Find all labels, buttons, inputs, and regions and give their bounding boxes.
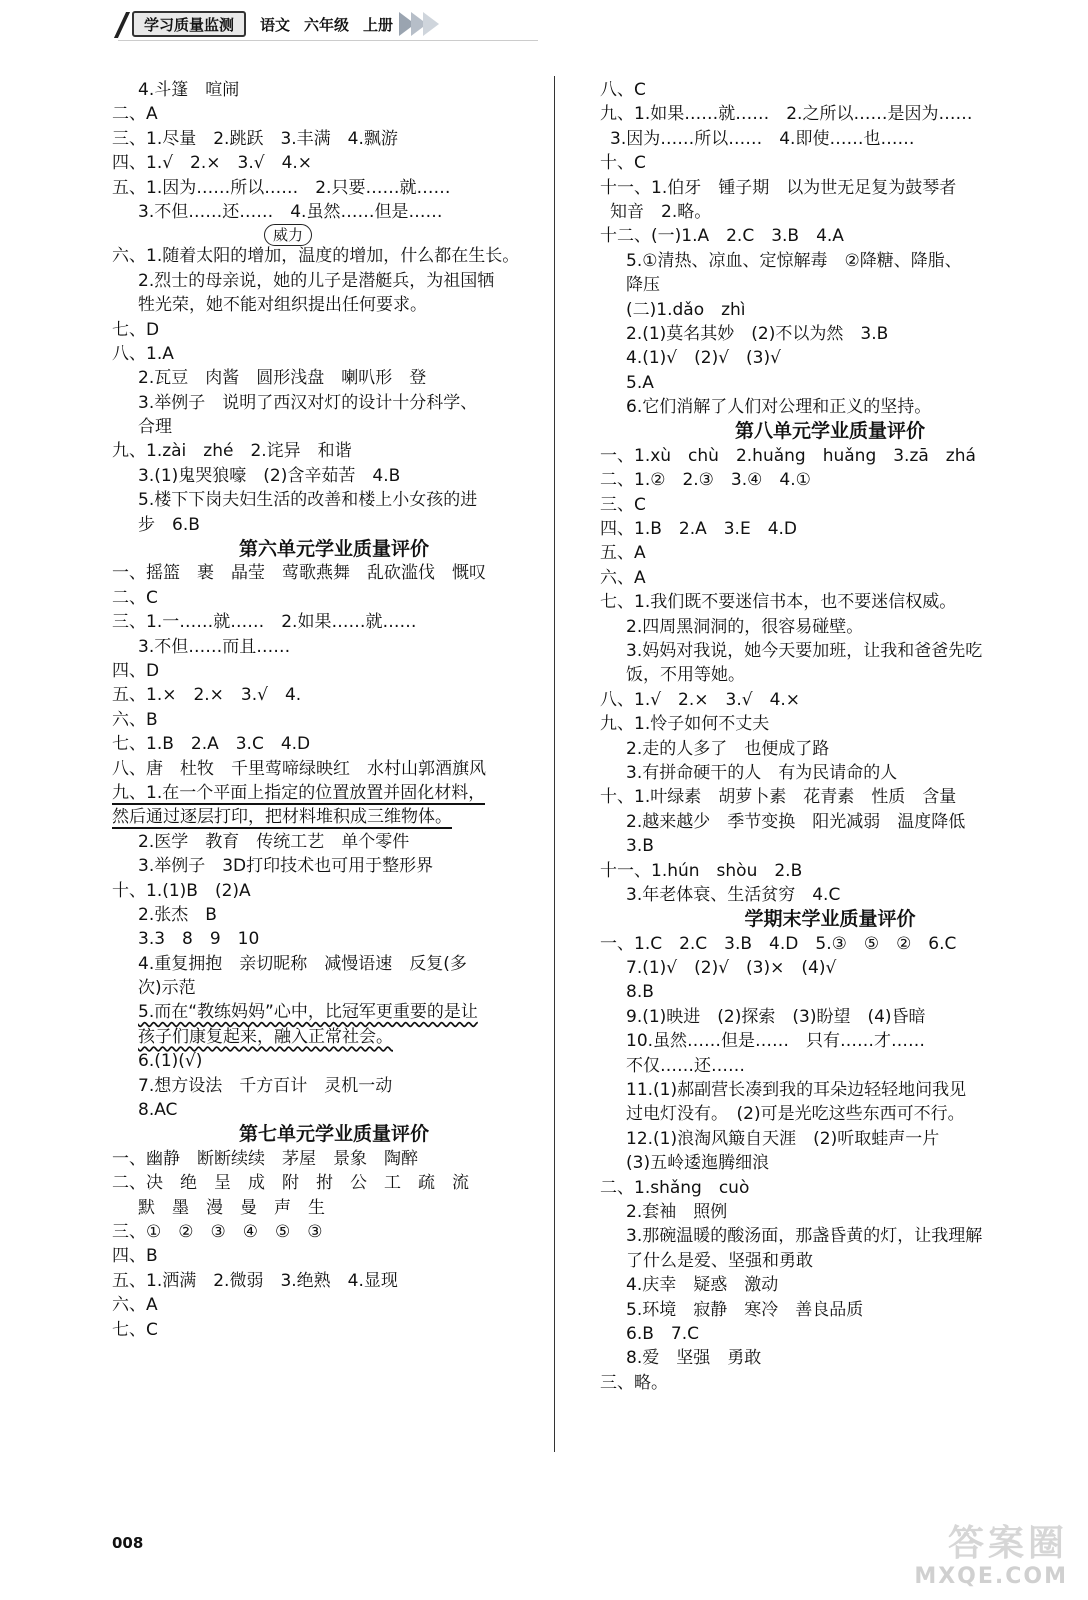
answer-text: 5.楼下下岗夫妇生活的改善和楼上小女孩的进	[138, 490, 478, 511]
answer-line	[600, 615, 1060, 639]
answer-text: 三、1.尽量 2.跳跃 3.丰满 4.飘游	[112, 128, 398, 149]
answer-line	[600, 1054, 1060, 1078]
answer-line	[600, 932, 1060, 956]
answer-text: 九、1.在一个平面上指定的位置放置并固化材料，	[112, 782, 486, 803]
answer-text: 8.B	[626, 982, 654, 1003]
answer-line	[600, 127, 1060, 151]
watermark-url: MXQE.COM	[914, 1564, 1068, 1589]
answer-text: 2.越来越少 季节变换 阳光减弱 温度降低	[626, 811, 966, 832]
answer-line	[112, 781, 556, 805]
answer-text: 2.(1)莫名其妙 (2)不以为然 3.B	[626, 323, 889, 344]
column-divider	[554, 76, 555, 1452]
answer-text: 3.妈妈对我说，她今天要加班，让我和爸爸先吃	[626, 640, 983, 661]
answer-text: 七、C	[112, 1319, 158, 1340]
answer-line	[600, 1078, 1060, 1102]
answer-text: 5.①清热、凉血、定惊解毒 ②降糖、降脂、	[626, 250, 962, 271]
answer-text: 二、1.② 2.③ 3.④ 4.①	[600, 470, 811, 491]
answer-line	[600, 322, 1060, 346]
answer-line	[112, 488, 556, 512]
answer-text: 第八单元学业质量评价	[734, 420, 925, 443]
answer-line	[112, 151, 556, 175]
answer-text: 第六单元学业质量评价	[238, 538, 429, 561]
answer-line	[112, 1000, 556, 1024]
answer-line	[112, 805, 556, 829]
answer-text: 3.(1)鬼哭狼嚎 (2)含辛茹苦 4.B	[138, 465, 401, 486]
answer-line	[112, 1318, 556, 1342]
answer-text: 学期末学业质量评价	[744, 908, 916, 931]
answer-text: 2.烈士的母亲说，她的儿子是潜艇兵，为祖国牺	[138, 270, 495, 291]
answer-text: 十、1.(1)B (2)A	[112, 880, 251, 901]
volume-label: 上册	[363, 15, 394, 34]
answer-text: 3.B	[626, 836, 654, 857]
answer-text: 一、1.xù chù 2.huǎng huǎng 3.zā zhá	[600, 445, 976, 466]
answer-line	[112, 269, 556, 293]
handwritten-annotation	[112, 224, 556, 244]
answer-line	[112, 366, 556, 390]
answer-text: 5.而在“教练妈妈”心中，比冠军更重要的是让	[138, 1002, 478, 1023]
answer-text: 7.想方设法 千方百计 灵机一动	[138, 1075, 393, 1096]
answer-text: 5.A	[626, 372, 654, 393]
answer-text: 二、1.shǎng cuò	[600, 1177, 750, 1198]
answer-text: 九、1.如果……就…… 2.之所以……是因为……	[600, 104, 973, 125]
answer-text: 十一、1.hún shòu 2.B	[600, 860, 803, 881]
answer-text: 4.斗篷 喧闹	[138, 80, 240, 100]
answer-line	[112, 952, 556, 976]
answer-text: 2.套袖 照例	[626, 1201, 728, 1222]
answer-text: 十一、1.伯牙 锺子期 以为世无足复为鼓琴者	[600, 177, 957, 198]
answer-line	[112, 78, 556, 102]
answer-text: (二)1.dǎo zhì	[626, 299, 746, 320]
answer-text: 10.虽然……但是…… 只有……才……	[626, 1031, 926, 1052]
answer-column-left	[112, 78, 556, 1342]
answer-text: 四、B	[112, 1246, 158, 1267]
answer-line	[112, 830, 556, 854]
answer-line	[600, 1322, 1060, 1346]
answer-text: 次)示范	[138, 978, 196, 999]
answer-text: 6.它们消解了人们对公理和正义的坚持。	[626, 397, 932, 418]
answer-text: 十二、(一)1.A 2.C 3.B 4.A	[600, 226, 844, 247]
answer-text: 十、1.叶绿素 胡萝卜素 花青素 性质 含量	[600, 787, 957, 808]
answer-line	[112, 854, 556, 878]
grade-label: 六年级	[304, 15, 350, 34]
answer-line	[600, 151, 1060, 175]
answer-line	[112, 1171, 556, 1195]
answer-line	[112, 708, 556, 732]
annotation-bubble: 威力	[264, 224, 312, 246]
answer-line	[112, 127, 556, 151]
answer-line	[112, 342, 556, 366]
answer-column-right	[600, 78, 1060, 1395]
answer-line	[600, 200, 1060, 224]
answer-line	[112, 200, 556, 224]
answer-line	[600, 468, 1060, 492]
answer-line	[600, 956, 1060, 980]
answer-text: 9.(1)映进 (2)探索 (3)盼望 (4)昏暗	[626, 1006, 926, 1027]
answer-text: 二、C	[112, 587, 158, 608]
answer-line	[600, 859, 1060, 883]
answer-text: 4.(1)√ (2)√ (3)√	[626, 348, 781, 369]
answer-line	[112, 1049, 556, 1073]
answer-text: 2.瓦豆 肉酱 圆形浅盘 喇叭形 登	[138, 368, 427, 389]
answer-text: 8.AC	[138, 1100, 178, 1121]
answer-text: 3.举例子 3D打印技术也可用于整形界	[138, 856, 434, 877]
answer-text: 4.重复拥抱 亲切昵称 减慢语速 反复(多	[138, 953, 467, 974]
answer-line	[600, 249, 1060, 273]
answer-line	[112, 391, 556, 415]
answer-line	[112, 102, 556, 126]
answer-text: 七、1.我们既不要迷信书本，也不要迷信权威。	[600, 592, 957, 613]
answer-text: 三、1.一……就…… 2.如果……就……	[112, 612, 417, 633]
answer-line	[112, 1269, 556, 1293]
answer-line	[112, 561, 556, 585]
page-header	[118, 10, 439, 38]
answer-line	[600, 224, 1060, 248]
answer-line	[112, 293, 556, 317]
answer-text: 6.B 7.C	[626, 1323, 699, 1344]
answer-text: 三、略。	[600, 1372, 668, 1393]
answer-text: 3.不但……还…… 4.虽然……但是……	[138, 201, 443, 222]
answer-line	[112, 1025, 556, 1049]
answer-text: 3.因为……所以…… 4.即使……也……	[610, 128, 915, 149]
answer-line	[600, 541, 1060, 565]
answer-line	[112, 1074, 556, 1098]
answer-line	[600, 1249, 1060, 1273]
answer-line	[112, 1196, 556, 1220]
answer-line	[112, 513, 556, 537]
answer-text: 八、唐 杜牧 千里莺啼绿映红 水村山郭酒旗风	[112, 758, 486, 779]
answer-line	[600, 1346, 1060, 1370]
answer-text: 合理	[138, 417, 172, 438]
answer-line	[112, 439, 556, 463]
answer-line	[112, 659, 556, 683]
answer-text: 七、1.B 2.A 3.C 4.D	[112, 734, 311, 755]
answer-line	[600, 688, 1060, 712]
answer-line	[600, 78, 1060, 102]
answer-text: 九、1.怜子如何不丈夫	[600, 714, 770, 735]
answer-line	[112, 683, 556, 707]
answer-line	[600, 298, 1060, 322]
answer-line	[600, 639, 1060, 663]
answer-text: 2.四周黑洞洞的，很容易碰壁。	[626, 616, 864, 637]
answer-line	[600, 980, 1060, 1004]
answer-line	[600, 1176, 1060, 1200]
answer-line	[600, 444, 1060, 468]
answer-line	[112, 927, 556, 951]
answer-text: 三、① ② ③ ④ ⑤ ③	[112, 1221, 323, 1242]
answer-line	[112, 1293, 556, 1317]
answer-text: 8.爱 坚强 勇敢	[626, 1348, 762, 1369]
answer-line	[600, 517, 1060, 541]
answer-text: 孩子们康复起来，融入正常社会。	[138, 1026, 393, 1047]
answer-text: 6.(1)(√)	[138, 1051, 203, 1072]
answer-line	[600, 273, 1060, 297]
answer-line	[600, 1029, 1060, 1053]
answer-line	[600, 566, 1060, 590]
answer-text: 九、1.zài zhé 2.诧异 和谐	[112, 441, 352, 462]
answer-line	[600, 883, 1060, 907]
section-title	[112, 537, 556, 561]
answer-line	[600, 395, 1060, 419]
answer-text: 五、1.× 2.× 3.√ 4.	[112, 685, 302, 706]
answer-line	[112, 1098, 556, 1122]
answer-text: 然后通过逐层打印，把材料堆积成三维物体。	[112, 807, 452, 828]
answer-text: 降压	[626, 275, 660, 296]
answer-text: 八、1.A	[112, 343, 174, 364]
answer-text: 四、D	[112, 660, 160, 681]
section-title	[112, 1122, 556, 1146]
answer-text: 2.医学 教育 传统工艺 单个零件	[138, 831, 410, 852]
answer-text: 六、A	[112, 1295, 158, 1316]
answer-text: 默 墨 漫 曼 声 生	[138, 1197, 325, 1218]
answer-line	[112, 1244, 556, 1268]
answer-line	[600, 1200, 1060, 1224]
chevron-arrows-icon	[403, 12, 439, 36]
answer-line	[600, 834, 1060, 858]
answer-text: 饭，不用等她。	[626, 665, 745, 686]
section-title	[600, 419, 1060, 443]
answer-line	[600, 371, 1060, 395]
answer-text: 12.(1)浪淘风簸自天涯 (2)听取蛙声一片	[626, 1128, 940, 1149]
answer-line	[600, 810, 1060, 834]
answer-text: 一、1.C 2.C 3.B 4.D 5.③ ⑤ ② 6.C	[600, 933, 957, 954]
watermark-logo	[878, 1524, 1068, 1594]
answer-text: 3.年老体衰、生活贫穷 4.C	[626, 884, 841, 905]
answer-text: 步 6.B	[138, 514, 200, 535]
answer-line	[600, 761, 1060, 785]
answer-line	[112, 610, 556, 634]
answer-text: 了什么是爱、坚强和勇敢	[626, 1250, 813, 1271]
answer-line	[600, 176, 1060, 200]
series-title: 学习质量监测	[132, 11, 246, 37]
answer-line	[112, 176, 556, 200]
answer-text: 五、1.因为……所以…… 2.只要……就……	[112, 177, 451, 198]
answer-text: 5.环境 寂静 寒冷 善良品质	[626, 1299, 864, 1320]
answer-text: 一、幽静 断断续续 茅屋 景象 陶醉	[112, 1148, 418, 1169]
answer-text: 不仅……还……	[626, 1055, 745, 1076]
answer-text: 3.有拼命硬干的人 有为民请命的人	[626, 762, 898, 783]
answer-text: 二、决 绝 呈 成 附 拊 公 工 疏 流	[112, 1173, 469, 1194]
answer-line	[112, 879, 556, 903]
answer-line	[112, 318, 556, 342]
answer-line	[600, 1298, 1060, 1322]
answer-text: 2.走的人多了 也便成了路	[626, 738, 830, 759]
answer-text: 十、C	[600, 153, 646, 174]
pen-icon	[118, 10, 132, 38]
answer-line	[112, 1147, 556, 1171]
answer-line	[600, 1371, 1060, 1395]
header-rule	[118, 40, 538, 41]
answer-text: 牲光荣，她不能对组织提出任何要求。	[138, 295, 427, 316]
page-number: 008	[112, 1534, 144, 1552]
answer-line	[112, 757, 556, 781]
answer-text: 二、A	[112, 104, 158, 125]
answer-line	[600, 785, 1060, 809]
answer-text: 四、1.√ 2.× 3.√ 4.×	[112, 153, 313, 174]
answer-text: 六、B	[112, 709, 158, 730]
answer-text: 六、A	[600, 567, 646, 588]
answer-text: 4.庆幸 疑惑 激动	[626, 1275, 779, 1296]
answer-text: 3.那碗温暖的酸汤面，那盏昏黄的灯，让我理解	[626, 1226, 983, 1247]
answer-text: 一、摇篮 裹 晶莹 莺歌燕舞 乱砍滥伐 慨叹	[112, 563, 486, 584]
answer-line	[112, 586, 556, 610]
answer-line	[600, 590, 1060, 614]
answer-line	[600, 1102, 1060, 1126]
answer-text: 11.(1)郝副营长凑到我的耳朵边轻轻地问我见	[626, 1080, 967, 1101]
answer-text: 五、A	[600, 543, 646, 564]
answer-line	[112, 415, 556, 439]
answer-text: 3.举例子 说明了西汉对灯的设计十分科学、	[138, 392, 478, 413]
answer-line	[112, 635, 556, 659]
answer-text: 四、1.B 2.A 3.E 4.D	[600, 519, 798, 540]
answer-line	[600, 712, 1060, 736]
answer-line	[600, 737, 1060, 761]
subject-label: 语文	[260, 15, 291, 34]
answer-text: 7.(1)√ (2)√ (3)× (4)√	[626, 958, 837, 979]
answer-line	[112, 976, 556, 1000]
answer-line	[600, 1127, 1060, 1151]
answer-line	[600, 1005, 1060, 1029]
answer-text: 六、1.随着太阳的增加，温度的增加，什么都在生长。	[112, 246, 520, 267]
answer-text: 过电灯没有。 (2)可是光吃这些东西可不行。	[626, 1104, 965, 1125]
answer-line	[112, 464, 556, 488]
watermark-text: 答案圈	[947, 1523, 1068, 1564]
answer-line	[600, 346, 1060, 370]
answer-line	[600, 1224, 1060, 1248]
answer-line	[112, 1220, 556, 1244]
answer-text: 八、1.√ 2.× 3.√ 4.×	[600, 689, 801, 710]
section-title	[600, 907, 1060, 931]
answer-line	[600, 102, 1060, 126]
answer-text: 3.不但……而且……	[138, 636, 291, 657]
answer-line	[112, 244, 556, 268]
answer-line	[112, 732, 556, 756]
answer-text: 2.张杰 B	[138, 904, 217, 925]
answer-text: 七、D	[112, 319, 160, 340]
answer-text: 第七单元学业质量评价	[238, 1123, 429, 1146]
answer-text: 三、C	[600, 494, 646, 515]
answer-text: 3.3 8 9 10	[138, 929, 260, 950]
answer-text: 知音 2.略。	[610, 201, 712, 222]
answer-line	[600, 493, 1060, 517]
answer-line	[600, 1273, 1060, 1297]
answer-line	[600, 663, 1060, 687]
answer-line	[112, 903, 556, 927]
answer-text: (3)五岭逶迤腾细浪	[626, 1153, 770, 1174]
answer-line	[600, 1151, 1060, 1175]
answer-text: 五、1.洒满 2.微弱 3.绝熟 4.显现	[112, 1270, 398, 1291]
answer-text: 八、C	[600, 80, 646, 100]
